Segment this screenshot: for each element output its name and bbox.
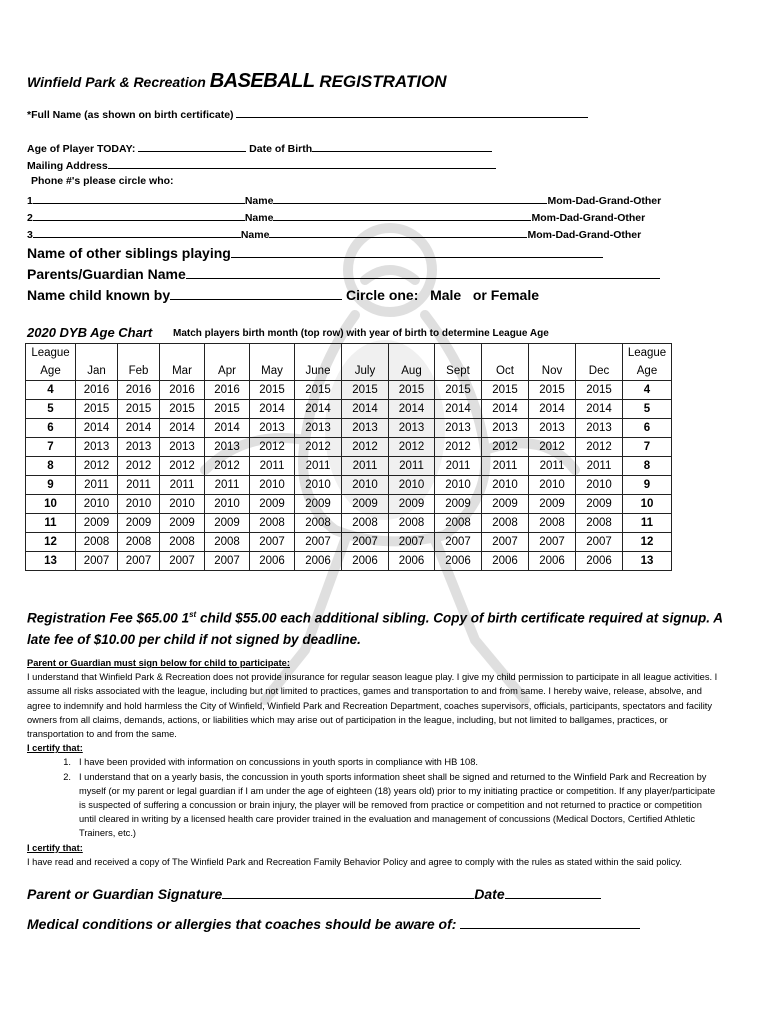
birth-year-cell: 2015 bbox=[76, 400, 118, 419]
birth-year-cell: 2009 bbox=[389, 495, 435, 514]
registration-fee bbox=[27, 604, 727, 650]
league-age-left: 5 bbox=[26, 400, 76, 419]
birth-year-cell: 2013 bbox=[295, 419, 342, 438]
birth-year-cell: 2006 bbox=[435, 552, 482, 571]
birth-year-cell: 2010 bbox=[295, 476, 342, 495]
age-chart-body bbox=[26, 381, 672, 571]
birth-year-cell: 2011 bbox=[342, 457, 389, 476]
birth-year-cell: 2015 bbox=[529, 381, 576, 400]
league-age-right: 12 bbox=[623, 533, 672, 552]
birth-year-cell: 2007 bbox=[205, 552, 250, 571]
birth-year-cell: 2009 bbox=[342, 495, 389, 514]
month-header-row bbox=[26, 362, 672, 381]
month-header: Jan bbox=[76, 362, 118, 381]
league-age-left: 12 bbox=[26, 533, 76, 552]
age-chart-row bbox=[26, 514, 672, 533]
birth-year-cell: 2013 bbox=[389, 419, 435, 438]
birth-year-cell: 2006 bbox=[576, 552, 623, 571]
birth-year-cell: 2007 bbox=[118, 552, 160, 571]
blank bbox=[76, 344, 118, 363]
title-sport: BASEBALL bbox=[209, 70, 315, 92]
phone-row bbox=[27, 192, 661, 207]
phone-num: 1 bbox=[27, 195, 33, 207]
birth-year-cell: 2014 bbox=[482, 400, 529, 419]
guardian-label: Parents/Guardian Name bbox=[27, 266, 186, 282]
league-age-left: 6 bbox=[26, 419, 76, 438]
age-header-right: Age bbox=[623, 362, 672, 381]
guardian-field[interactable] bbox=[186, 264, 660, 279]
full-name-label: *Full Name (as shown on birth certificate) bbox=[27, 109, 237, 121]
birth-year-cell: 2014 bbox=[160, 419, 205, 438]
league-age-left: 13 bbox=[26, 552, 76, 571]
birth-year-cell: 2007 bbox=[435, 533, 482, 552]
league-age-left: 8 bbox=[26, 457, 76, 476]
birth-year-cell: 2010 bbox=[389, 476, 435, 495]
dob-field[interactable] bbox=[312, 140, 492, 152]
birth-year-cell: 2010 bbox=[160, 495, 205, 514]
birth-year-cell: 2010 bbox=[529, 476, 576, 495]
full-name-row bbox=[27, 106, 588, 121]
birth-year-cell: 2010 bbox=[76, 495, 118, 514]
birth-year-cell: 2013 bbox=[576, 419, 623, 438]
birth-year-cell: 2012 bbox=[118, 457, 160, 476]
age-chart-row bbox=[26, 552, 672, 571]
birth-year-cell: 2013 bbox=[205, 438, 250, 457]
birth-year-cell: 2014 bbox=[295, 400, 342, 419]
form-title bbox=[27, 70, 447, 93]
birth-year-cell: 2012 bbox=[205, 457, 250, 476]
birth-year-cell: 2008 bbox=[295, 514, 342, 533]
birth-year-cell: 2008 bbox=[389, 514, 435, 533]
phone-name-field[interactable] bbox=[273, 192, 531, 204]
age-chart-row bbox=[26, 400, 672, 419]
header-row-top bbox=[26, 344, 672, 363]
league-age-right: 6 bbox=[623, 419, 672, 438]
phone-field[interactable] bbox=[33, 192, 245, 204]
birth-year-cell: 2015 bbox=[118, 400, 160, 419]
guardian-row bbox=[27, 264, 660, 282]
league-age-left: 4 bbox=[26, 381, 76, 400]
age-dob-row bbox=[27, 140, 492, 155]
blank bbox=[435, 344, 482, 363]
age-chart-note: Match players birth month (top row) with year of birth to determine League Age bbox=[173, 328, 549, 339]
blank bbox=[531, 192, 547, 204]
birth-year-cell: 2009 bbox=[160, 514, 205, 533]
birth-year-cell: 2012 bbox=[389, 438, 435, 457]
phone-num: 3 bbox=[27, 229, 33, 241]
birth-year-cell: 2007 bbox=[482, 533, 529, 552]
league-age-left: 11 bbox=[26, 514, 76, 533]
birth-year-cell: 2009 bbox=[118, 514, 160, 533]
certify-item bbox=[27, 755, 727, 769]
age-chart-row bbox=[26, 533, 672, 552]
birth-year-cell: 2012 bbox=[76, 457, 118, 476]
blank bbox=[250, 344, 295, 363]
birth-year-cell: 2010 bbox=[250, 476, 295, 495]
relation-options[interactable]: Mom-Dad-Grand-Other bbox=[527, 229, 642, 241]
birth-year-cell: 2008 bbox=[342, 514, 389, 533]
league-age-right: 9 bbox=[623, 476, 672, 495]
league-age-right: 4 bbox=[623, 381, 672, 400]
known-by-label: Name child known by bbox=[27, 287, 171, 303]
birth-year-cell: 2010 bbox=[576, 476, 623, 495]
age-chart-row bbox=[26, 495, 672, 514]
fee-text-1: Registration Fee $65.00 1 bbox=[27, 610, 190, 626]
title-org: Winfield Park & Recreation bbox=[27, 74, 210, 90]
month-header: June bbox=[295, 362, 342, 381]
birth-year-cell: 2009 bbox=[482, 495, 529, 514]
mailing-label: Mailing Address bbox=[27, 160, 108, 172]
league-age-right: 8 bbox=[623, 457, 672, 476]
month-header: July bbox=[342, 362, 389, 381]
birth-year-cell: 2012 bbox=[482, 438, 529, 457]
birth-year-cell: 2015 bbox=[435, 381, 482, 400]
female-option[interactable]: or Female bbox=[472, 287, 539, 303]
month-header: Sept bbox=[435, 362, 482, 381]
date-label: Date bbox=[474, 886, 505, 902]
month-header: Oct bbox=[482, 362, 529, 381]
signature-field[interactable] bbox=[222, 884, 474, 899]
birth-year-cell: 2011 bbox=[118, 476, 160, 495]
birth-year-cell: 2015 bbox=[482, 381, 529, 400]
birth-year-cell: 2014 bbox=[76, 419, 118, 438]
blank bbox=[389, 344, 435, 363]
certify-item-num: 2. bbox=[63, 771, 71, 782]
certify-heading-2: I certify that: bbox=[27, 842, 83, 853]
birth-year-cell: 2009 bbox=[76, 514, 118, 533]
birth-year-cell: 2010 bbox=[118, 495, 160, 514]
full-name-field[interactable] bbox=[236, 106, 588, 118]
age-chart-row bbox=[26, 381, 672, 400]
birth-year-cell: 2016 bbox=[205, 381, 250, 400]
birth-year-cell: 2012 bbox=[576, 438, 623, 457]
birth-year-cell: 2012 bbox=[250, 438, 295, 457]
phone-label: Phone #'s please circle who: bbox=[31, 175, 174, 187]
waiver-text: I understand that Winfield Park & Recreation does not provide insurance for regular season league play. I give my child permission to participate in all league activities. I assume all risks associated with the league, including but not limited to practices, games and transportation to and from same. I hereby waive, release, absolve, and agree to indemnify and hold harmless the City of Winfield, Winfield Park and Recreation Department, coaches supervisors, officials, participants, spectators and facility owners from all claims, demands, actions, or liabilities which may arise out of participation in the league, including, but not limited to ballgames, practices, or transportation to and from the same. bbox=[27, 672, 718, 740]
birth-year-cell: 2014 bbox=[576, 400, 623, 419]
birth-year-cell: 2013 bbox=[435, 419, 482, 438]
league-age-right: 11 bbox=[623, 514, 672, 533]
phone-name-label: Name bbox=[244, 195, 274, 207]
male-option[interactable]: Male bbox=[430, 287, 462, 303]
phone-name-label: Name bbox=[240, 229, 270, 241]
birth-year-cell: 2011 bbox=[482, 457, 529, 476]
siblings-label: Name of other siblings playing bbox=[27, 245, 231, 261]
birth-year-cell: 2010 bbox=[435, 476, 482, 495]
birth-year-cell: 2010 bbox=[342, 476, 389, 495]
birth-year-cell: 2009 bbox=[529, 495, 576, 514]
birth-year-cell: 2011 bbox=[435, 457, 482, 476]
month-header: Nov bbox=[529, 362, 576, 381]
birth-year-cell: 2015 bbox=[250, 381, 295, 400]
policy-text: I have read and received a copy of The Winfield Park and Recreation Family Behavior Policy and agree to comply with the rules as stated within the said policy. bbox=[27, 856, 682, 867]
birth-year-cell: 2011 bbox=[205, 476, 250, 495]
waiver-section bbox=[27, 656, 727, 869]
birth-year-cell: 2013 bbox=[529, 419, 576, 438]
birth-year-cell: 2006 bbox=[250, 552, 295, 571]
birth-year-cell: 2008 bbox=[482, 514, 529, 533]
siblings-field[interactable] bbox=[231, 243, 603, 258]
title-registration: REGISTRATION bbox=[314, 72, 447, 91]
birth-year-cell: 2009 bbox=[250, 495, 295, 514]
birth-year-cell: 2007 bbox=[250, 533, 295, 552]
birth-year-cell: 2012 bbox=[342, 438, 389, 457]
birth-year-cell: 2011 bbox=[576, 457, 623, 476]
known-by-field[interactable] bbox=[170, 285, 342, 300]
certify-item bbox=[27, 770, 727, 841]
month-header: May bbox=[250, 362, 295, 381]
birth-year-cell: 2009 bbox=[205, 514, 250, 533]
birth-year-cell: 2013 bbox=[250, 419, 295, 438]
birth-year-cell: 2014 bbox=[250, 400, 295, 419]
birth-year-cell: 2015 bbox=[576, 381, 623, 400]
age-chart-table bbox=[25, 343, 672, 571]
birth-year-cell: 2014 bbox=[205, 419, 250, 438]
birth-year-cell: 2011 bbox=[529, 457, 576, 476]
certify-item-text: I have been provided with information on concussions in youth sports in compliance with HB 108. bbox=[79, 757, 478, 768]
birth-year-cell: 2014 bbox=[118, 419, 160, 438]
league-age-right: 10 bbox=[623, 495, 672, 514]
circle-one-label: Circle one: bbox=[342, 287, 419, 303]
birth-year-cell: 2012 bbox=[295, 438, 342, 457]
signature-label: Parent or Guardian Signature bbox=[27, 886, 223, 902]
birth-year-cell: 2014 bbox=[342, 400, 389, 419]
birth-year-cell: 2011 bbox=[76, 476, 118, 495]
birth-year-cell: 2016 bbox=[118, 381, 160, 400]
month-header: Feb bbox=[118, 362, 160, 381]
birth-year-cell: 2008 bbox=[118, 533, 160, 552]
phone-field[interactable] bbox=[33, 226, 241, 238]
medical-label: Medical conditions or allergies that coaches should be aware of: bbox=[27, 916, 461, 932]
age-chart-row bbox=[26, 419, 672, 438]
certify-heading: I certify that: bbox=[27, 743, 83, 754]
date-field[interactable] bbox=[505, 884, 601, 899]
birth-year-cell: 2009 bbox=[576, 495, 623, 514]
birth-year-cell: 2008 bbox=[76, 533, 118, 552]
birth-year-cell: 2016 bbox=[160, 381, 205, 400]
birth-year-cell: 2006 bbox=[389, 552, 435, 571]
blank bbox=[118, 344, 160, 363]
age-field[interactable] bbox=[138, 140, 246, 152]
phone-name-field[interactable] bbox=[273, 209, 531, 221]
certify-item-num: 1. bbox=[63, 757, 71, 768]
birth-year-cell: 2014 bbox=[389, 400, 435, 419]
age-chart-row bbox=[26, 476, 672, 495]
birth-year-cell: 2012 bbox=[529, 438, 576, 457]
birth-year-cell: 2008 bbox=[160, 533, 205, 552]
waiver-heading: Parent or Guardian must sign below for child to participate: bbox=[27, 658, 290, 668]
league-age-left: 10 bbox=[26, 495, 76, 514]
known-by-row bbox=[27, 285, 539, 303]
fee-sup: st bbox=[189, 610, 197, 619]
blank bbox=[295, 344, 342, 363]
phone-field[interactable] bbox=[33, 209, 245, 221]
medical-field[interactable] bbox=[460, 914, 640, 929]
blank bbox=[529, 344, 576, 363]
birth-year-cell: 2012 bbox=[160, 457, 205, 476]
phone-name-field[interactable] bbox=[269, 226, 527, 238]
age-header-left: Age bbox=[26, 362, 76, 381]
birth-year-cell: 2009 bbox=[295, 495, 342, 514]
birth-year-cell: 2007 bbox=[342, 533, 389, 552]
certify-item-text: I understand that on a yearly basis, the concussion in youth sports information sheet shall be signed and returned to the Winfield Park and Recreation by myself (or my parent or legal guardian if I am under the age of eighteen (18) years old) prior to my initiating practice or competition. If any player/participate is suspected of suffering a concussion or brain injury, the player will be removed from practice or competition and not returned to practice or competition until cleared in writing by a licensed health care provider trained in the evaluation and management of concussions (Medical Doctors, Certified Athletic Trainers, etc.) bbox=[79, 771, 716, 839]
birth-year-cell: 2010 bbox=[482, 476, 529, 495]
birth-year-cell: 2006 bbox=[342, 552, 389, 571]
birth-year-cell: 2013 bbox=[482, 419, 529, 438]
month-header: Dec bbox=[576, 362, 623, 381]
birth-year-cell: 2009 bbox=[435, 495, 482, 514]
birth-year-cell: 2007 bbox=[529, 533, 576, 552]
birth-year-cell: 2007 bbox=[160, 552, 205, 571]
age-chart-title: 2020 DYB Age Chart bbox=[27, 325, 153, 340]
birth-year-cell: 2011 bbox=[389, 457, 435, 476]
fee-text-2: child $55.00 each additional sibling. Copy of birth certificate required at signup. A late fee of $10.00 per child if not signed by deadline. bbox=[27, 610, 723, 647]
phone-num: 2 bbox=[27, 212, 33, 224]
birth-year-cell: 2013 bbox=[118, 438, 160, 457]
age-label: Age of Player TODAY: bbox=[27, 143, 139, 155]
month-header: Apr bbox=[205, 362, 250, 381]
birth-year-cell: 2007 bbox=[576, 533, 623, 552]
blank bbox=[482, 344, 529, 363]
medical-row bbox=[27, 914, 640, 932]
phone-name-label: Name bbox=[244, 212, 274, 224]
birth-year-cell: 2014 bbox=[529, 400, 576, 419]
siblings-row bbox=[27, 243, 603, 261]
birth-year-cell: 2008 bbox=[435, 514, 482, 533]
blank bbox=[342, 344, 389, 363]
league-header-left: League bbox=[26, 344, 76, 363]
league-age-left: 7 bbox=[26, 438, 76, 457]
birth-year-cell: 2011 bbox=[160, 476, 205, 495]
birth-year-cell: 2011 bbox=[250, 457, 295, 476]
league-age-left: 9 bbox=[26, 476, 76, 495]
mailing-row bbox=[27, 157, 496, 172]
birth-year-cell: 2010 bbox=[205, 495, 250, 514]
league-header-right: League bbox=[623, 344, 672, 363]
birth-year-cell: 2016 bbox=[76, 381, 118, 400]
birth-year-cell: 2015 bbox=[160, 400, 205, 419]
blank bbox=[576, 344, 623, 363]
phone-row bbox=[27, 226, 641, 241]
birth-year-cell: 2013 bbox=[342, 419, 389, 438]
phone-row bbox=[27, 209, 645, 224]
birth-year-cell: 2006 bbox=[295, 552, 342, 571]
birth-year-cell: 2007 bbox=[295, 533, 342, 552]
birth-year-cell: 2006 bbox=[529, 552, 576, 571]
league-age-right: 13 bbox=[623, 552, 672, 571]
age-chart-row bbox=[26, 457, 672, 476]
birth-year-cell: 2013 bbox=[76, 438, 118, 457]
relation-options[interactable]: Mom-Dad-Grand-Other bbox=[531, 212, 646, 224]
month-header: Mar bbox=[160, 362, 205, 381]
blank bbox=[205, 344, 250, 363]
birth-year-cell: 2014 bbox=[435, 400, 482, 419]
birth-year-cell: 2013 bbox=[160, 438, 205, 457]
birth-year-cell: 2015 bbox=[389, 381, 435, 400]
league-age-right: 5 bbox=[623, 400, 672, 419]
signature-row bbox=[27, 884, 601, 902]
birth-year-cell: 2012 bbox=[435, 438, 482, 457]
relation-options[interactable]: Mom-Dad-Grand-Other bbox=[547, 195, 662, 207]
birth-year-cell: 2008 bbox=[205, 533, 250, 552]
birth-year-cell: 2011 bbox=[295, 457, 342, 476]
birth-year-cell: 2007 bbox=[76, 552, 118, 571]
dob-label: Date of Birth bbox=[246, 143, 313, 155]
birth-year-cell: 2015 bbox=[295, 381, 342, 400]
birth-year-cell: 2008 bbox=[529, 514, 576, 533]
birth-year-cell: 2015 bbox=[342, 381, 389, 400]
month-header: Aug bbox=[389, 362, 435, 381]
birth-year-cell: 2006 bbox=[482, 552, 529, 571]
birth-year-cell: 2015 bbox=[205, 400, 250, 419]
blank bbox=[160, 344, 205, 363]
age-chart-row bbox=[26, 438, 672, 457]
birth-year-cell: 2007 bbox=[389, 533, 435, 552]
birth-year-cell: 2008 bbox=[250, 514, 295, 533]
birth-year-cell: 2008 bbox=[576, 514, 623, 533]
mailing-field[interactable] bbox=[108, 157, 496, 169]
league-age-right: 7 bbox=[623, 438, 672, 457]
